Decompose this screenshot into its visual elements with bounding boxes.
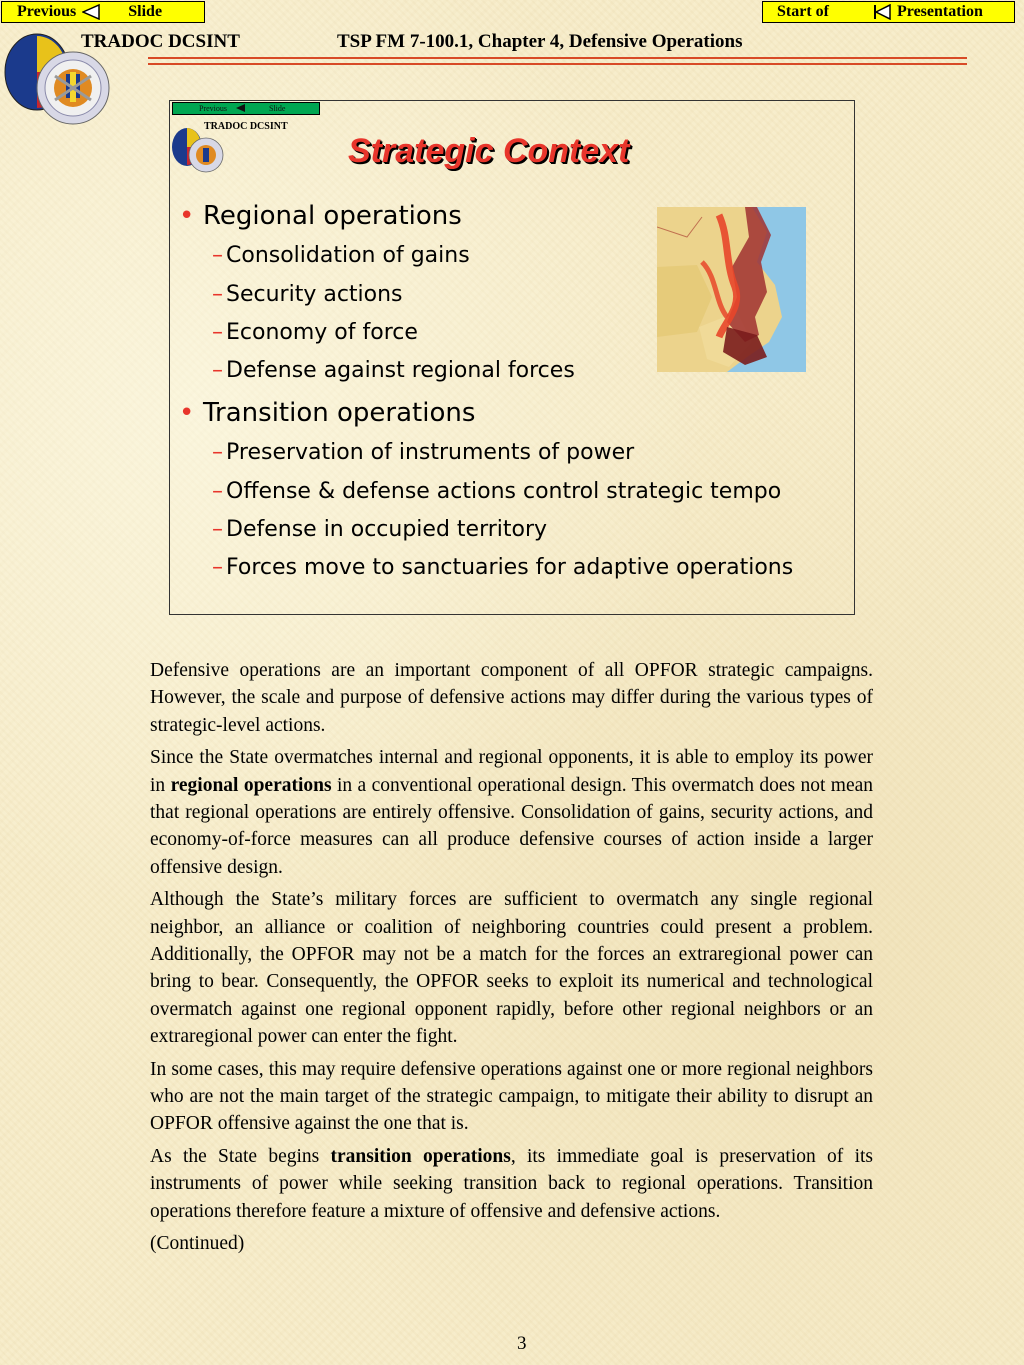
mini-seal-icon [171,125,226,173]
bullet-transition-operations [179,398,475,428]
sub-bullet-text: Consolidation of gains [226,243,470,268]
paragraph: Although the State’s military forces are sufficient to overmatch any single regional neighbor, an alliance or coalition of neighboring countries could present a problem. Additionally, the OPFOR may not be a match for the forces an extraregional power can bring to bear. Consequently, the OPFOR seeks to exploit its numerical and technological overmatch against one regional opponent rapidly, before other regional neighbors or an extraregional power can enter the fight. [150,889,873,1047]
emphasis-regional-operations: regional operations [170,774,332,796]
dash-icon: – [212,517,223,542]
sub-bullet [212,479,781,504]
sub-bullet-text: Economy of force [226,320,418,345]
slide-thumbnail [169,100,855,615]
page-number: 3 [517,1333,527,1354]
bullet-text: Transition operations [203,398,476,428]
dash-icon: – [212,243,223,268]
bullet-text: Regional operations [203,201,462,231]
mini-nav-bar [172,102,320,115]
bullet-regional-operations [179,201,462,231]
sub-bullet-text: Defense in occupied territory [226,517,548,542]
sub-bullet [212,555,793,580]
sub-bullet [212,517,547,542]
skip-to-start-icon [873,4,891,20]
dash-icon: – [212,358,223,383]
southeast-asia-map-image [657,207,806,372]
header-title: TSP FM 7-100.1, Chapter 4, Defensive Operations [337,31,743,52]
bullet-dot-icon: • [179,398,195,428]
previous-slide-button[interactable] [1,1,205,23]
sub-bullet [212,440,634,465]
mini-previous-label: Previous [199,104,227,113]
notes-body [150,657,873,1263]
sub-bullet-text: Offense & defense actions control strategic tempo [226,479,782,504]
header-divider [148,57,967,59]
continued-note: (Continued) [150,1233,245,1255]
paragraph: As the State begins transition operations, its immediate goal is preservation of its instruments of power while seeking transition back to regional operations. Transition operations therefore feature a mixture of offensive and defensive actions. [150,1146,873,1222]
sub-bullet [212,320,418,345]
start-of-presentation-button[interactable] [762,1,1015,23]
arrow-left-icon [82,4,100,20]
dash-icon: – [212,440,223,465]
header-organization: TRADOC DCSINT [81,31,240,52]
previous-label: Previous [17,3,77,20]
sub-bullet-text: Preservation of instruments of power [226,440,635,465]
dash-icon: – [212,555,223,580]
mini-arrow-left-icon [236,104,245,114]
dash-icon: – [212,282,223,307]
header-divider [148,63,967,65]
sub-bullet-text: Security actions [226,282,403,307]
mini-slide-label: Slide [269,104,286,113]
presentation-label: Presentation [896,3,983,20]
start-of-label: Start of [777,3,829,20]
slide-title: Strategic Context [348,132,630,170]
slide-label: Slide [128,3,163,20]
paragraph: Defensive operations are an important component of all OPFOR strategic campaigns. However, the scale and purpose of defensive actions may differ during the various types of strategic-level actions. [150,660,873,736]
sub-bullet-text: Defense against regional forces [226,358,575,383]
dash-icon: – [212,479,223,504]
dash-icon: – [212,320,223,345]
paragraph: Since the State overmatches internal and regional opponents, it is able to employ its power in regional operations in a conventional operational design. This overmatch does not mean that regional operations are entirely offensive. Consolidation of gains, security actions, and economy-of-force measures can all produce defensive courses of action inside a larger offensive design. [150,747,873,878]
slide-organization: TRADOC DCSINT [204,121,288,132]
sub-bullet-text: Forces move to sanctuaries for adaptive operations [226,555,794,580]
sub-bullet [212,243,470,268]
sub-bullet [212,358,575,383]
paragraph: In some cases, this may require defensive operations against one or more regional neighbors who are not the main target of the strategic campaign, to mitigate their ability to disrupt an OPFOR offensive against the one that is. [150,1058,873,1135]
bullet-dot-icon: • [179,201,195,231]
sub-bullet [212,282,403,307]
emphasis-transition-operations: transition operations [330,1146,511,1168]
